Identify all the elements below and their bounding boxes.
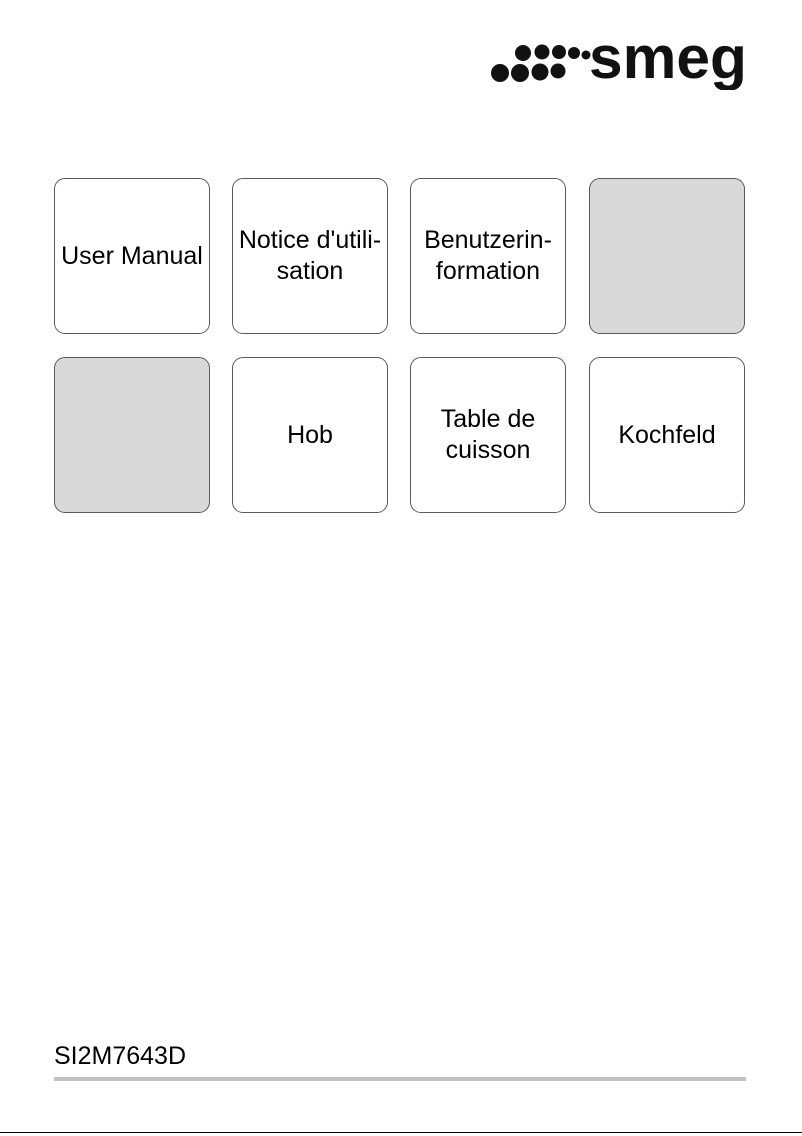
page-edge-line: [0, 1132, 802, 1133]
box-label: Benutzerin- formation: [424, 226, 552, 285]
blank-shaded-box: [54, 357, 210, 513]
footer-rule: [54, 1077, 746, 1081]
product-box-en: [232, 357, 388, 513]
box-label: Notice d'utili- sation: [238, 226, 382, 285]
box-label: Kochfeld: [618, 420, 716, 449]
language-box-de: [410, 178, 566, 334]
smeg-logo: [490, 38, 752, 90]
product-box-de: [589, 357, 745, 513]
box-label: Table de cuisson: [440, 405, 536, 464]
logo-dots: [491, 45, 591, 83]
box-label: User Manual: [61, 241, 203, 270]
smeg-logo-graphic: [490, 38, 752, 90]
logo-wordmark: smeg: [589, 38, 747, 90]
blank-shaded-box: [589, 178, 745, 334]
product-box-fr: [410, 357, 566, 513]
model-number: SI2M7643D: [54, 1042, 187, 1070]
language-box-en: [54, 178, 210, 334]
language-box-fr: [232, 178, 388, 334]
box-label: Hob: [287, 420, 333, 449]
